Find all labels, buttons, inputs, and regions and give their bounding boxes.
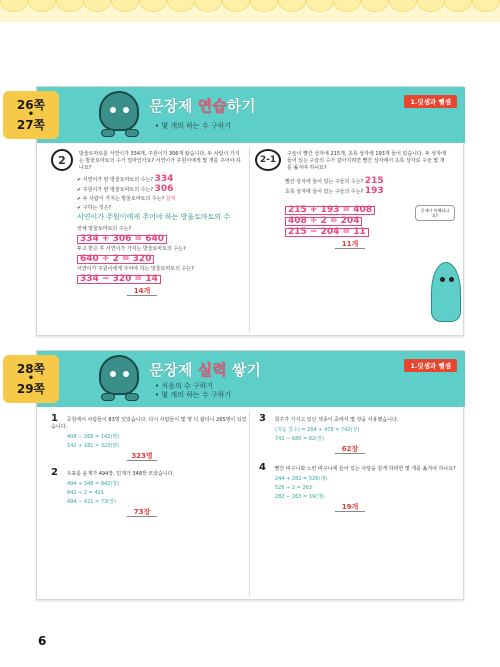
- scallop-decoration: [83, 0, 111, 12]
- problem-2-1-column: [255, 149, 455, 249]
- scallop-decoration: [28, 0, 56, 12]
- monster-hand-icon: [101, 129, 115, 137]
- equation: 842 ÷ 2 = 421: [67, 490, 105, 496]
- problem-number: 2: [51, 149, 73, 171]
- problem-text: 방울토마토를 서연이가 334개, 주원이가 306개 땄습니다. 두 사람이 가지는 방울토마토의 수가 얼마인가요? 서연이가 주원이에게 몇 개를 주어야 하나요?: [79, 151, 241, 171]
- equation: 334 + 306 = 640: [77, 235, 167, 244]
- goal-text: 서연이가 주원이에게 주어야 하는 방울토마토의 수: [77, 213, 231, 221]
- section-subtitle: • 몇 개의 하는 수 구하기: [155, 122, 232, 130]
- problem-text: 구슬이 빨간 상자에 215개, 초록 상자에 193개 들어 있습니다. 두 상자에 들어 있는 구슬의 수가 같아지려면 빨간 상자에서 초록 상자로 구슬 몇 개를 옮겨야 하나요?: [287, 151, 446, 171]
- practice-spread: [16, 86, 464, 336]
- problem-number: 3: [259, 413, 266, 424]
- monster-hand-icon: [101, 393, 115, 401]
- answer-value: 같게: [165, 196, 176, 202]
- problem-number: 2: [51, 467, 58, 478]
- scallop-decoration: [111, 0, 139, 12]
- scallop-decoration: [306, 0, 334, 12]
- step-label: 서연이가 주원이에게 주어야 하는 방울토마토의 수는?: [77, 266, 194, 272]
- problem-3: [259, 415, 459, 454]
- page-number: 6: [38, 634, 47, 648]
- answer-value: 193: [364, 186, 384, 196]
- scallop-decoration: [250, 0, 278, 12]
- scallop-decoration: [444, 0, 472, 12]
- scallop-decoration: [278, 0, 306, 12]
- scallop-decoration: [417, 0, 445, 12]
- goal-label: ✔ 구하는 것은?: [77, 205, 112, 211]
- scallop-decoration: [56, 0, 84, 12]
- page-range-tab: 28쪽 • 29쪽: [3, 355, 59, 403]
- equation: 244 + 282 = 526(개): [275, 476, 328, 482]
- problem-text: 우표를 윤재가 494장, 민재가 348장 모았습니다.: [66, 471, 175, 477]
- equation: (처음 장수) = 264 + 478 = 742(장): [275, 427, 360, 433]
- problem-text: 빨간 바구니와 노란 바구니에 들어 있는 사탕을 같게 하려면 몇 개를 옮겨야 하나요?: [274, 466, 456, 472]
- column-divider: [249, 411, 250, 596]
- monster-hand-icon: [125, 393, 139, 401]
- equation: 526 ÷ 2 = 263: [275, 485, 313, 491]
- problems-left-column: [51, 415, 251, 517]
- equation: 334 − 320 = 14: [77, 275, 161, 284]
- equation: 215 − 204 = 11: [285, 228, 369, 237]
- equation: 408 ÷ 2 = 204: [285, 217, 362, 226]
- problem-4: [259, 464, 459, 512]
- problems-right-column: [259, 415, 459, 512]
- scallop-decoration: [333, 0, 361, 12]
- question-line: 초록 상자에 들어 있는 구슬의 수는?: [285, 189, 364, 195]
- problem-number: 2-1: [255, 149, 281, 171]
- scallop-decoration: [472, 0, 500, 12]
- section-banner: [37, 87, 465, 143]
- scallop-decoration: [139, 0, 167, 12]
- step-label: 전체 방울토마토의 수는?: [77, 226, 132, 232]
- problem-number: 4: [259, 462, 266, 473]
- monster-mascot-icon: [99, 91, 139, 131]
- section-banner: [37, 351, 465, 407]
- problem-text: 공원에서 사람들이 83명 있었습니다. 다시 사람들이 몇 명 더 왔더니 265명이 되었습니다.: [51, 417, 247, 430]
- blob-mascot-icon: [431, 262, 461, 322]
- section-subtitle: • 몇 개의 하는 수 구하기: [155, 391, 232, 399]
- monster-mascot-icon: [99, 355, 139, 395]
- scallop-decoration: [389, 0, 417, 12]
- problem-number: 1: [51, 413, 58, 424]
- problem-2-column: [51, 149, 251, 296]
- final-answer: 73장: [127, 509, 157, 517]
- equation: 215 + 193 = 408: [285, 206, 375, 215]
- final-answer: 14개: [127, 288, 157, 296]
- final-answer: 19개: [335, 504, 365, 512]
- step-label: 두고 받은 후 서연이가 가지는 방울토마토의 수는?: [77, 246, 186, 252]
- speech-bubble: 문제가 이해되나요?: [415, 205, 455, 221]
- question-line: ✔ 두 사람이 가지는 방울토마토의 수는?: [77, 196, 165, 202]
- answer-value: 334: [154, 174, 174, 184]
- unit-badge: 1.덧셈과 뺄셈: [404, 95, 457, 108]
- question-line: 빨간 상자에 들어 있는 구슬의 수는?: [285, 179, 364, 185]
- equation: 640 ÷ 2 = 320: [77, 255, 154, 264]
- answer-value: 215: [364, 176, 384, 186]
- monster-hand-icon: [125, 129, 139, 137]
- scallop-decoration: [222, 0, 250, 12]
- section-title: 문장제 연습하기: [149, 97, 256, 115]
- scallop-decoration: [167, 0, 195, 12]
- answer-value: 306: [154, 184, 174, 194]
- problem-1: [51, 415, 251, 461]
- final-answer: 323명: [127, 453, 157, 461]
- page-range-tab: 26쪽 • 27쪽: [3, 91, 59, 139]
- equation: 142 + 181 = 323(명): [67, 443, 120, 449]
- skill-building-spread: [16, 350, 464, 600]
- unit-badge: 1.덧셈과 뺄셈: [404, 359, 457, 372]
- equation: 494 + 348 = 842(장): [67, 481, 120, 487]
- problem-2: [51, 469, 251, 517]
- equation: 408 − 266 = 142(명): [67, 434, 120, 440]
- column-divider: [249, 147, 250, 332]
- equation: 282 − 263 = 19(개): [275, 494, 324, 500]
- scallop-decoration: [361, 0, 389, 12]
- equation: 742 − 680 = 62(장): [275, 436, 324, 442]
- decorative-top-strip: [0, 0, 500, 22]
- equation: 494 − 421 = 73(장): [67, 499, 116, 505]
- question-line: ✔ 서연이가 딴 방울토마토의 수는?: [77, 177, 153, 183]
- section-title: 문장제 실력 쌓기: [149, 361, 261, 379]
- scallop-decoration: [0, 0, 28, 12]
- problem-text: 희주가 가지고 있던 색종이 중에서 몇 장을 사용했습니다.: [274, 417, 399, 423]
- final-answer: 11개: [335, 241, 365, 249]
- question-line: ✔ 주원이가 딴 방울토마토의 수는?: [77, 187, 153, 193]
- section-subtitle: • 처음의 수 구하기: [155, 382, 214, 390]
- scallop-decoration: [194, 0, 222, 12]
- final-answer: 62장: [335, 446, 365, 454]
